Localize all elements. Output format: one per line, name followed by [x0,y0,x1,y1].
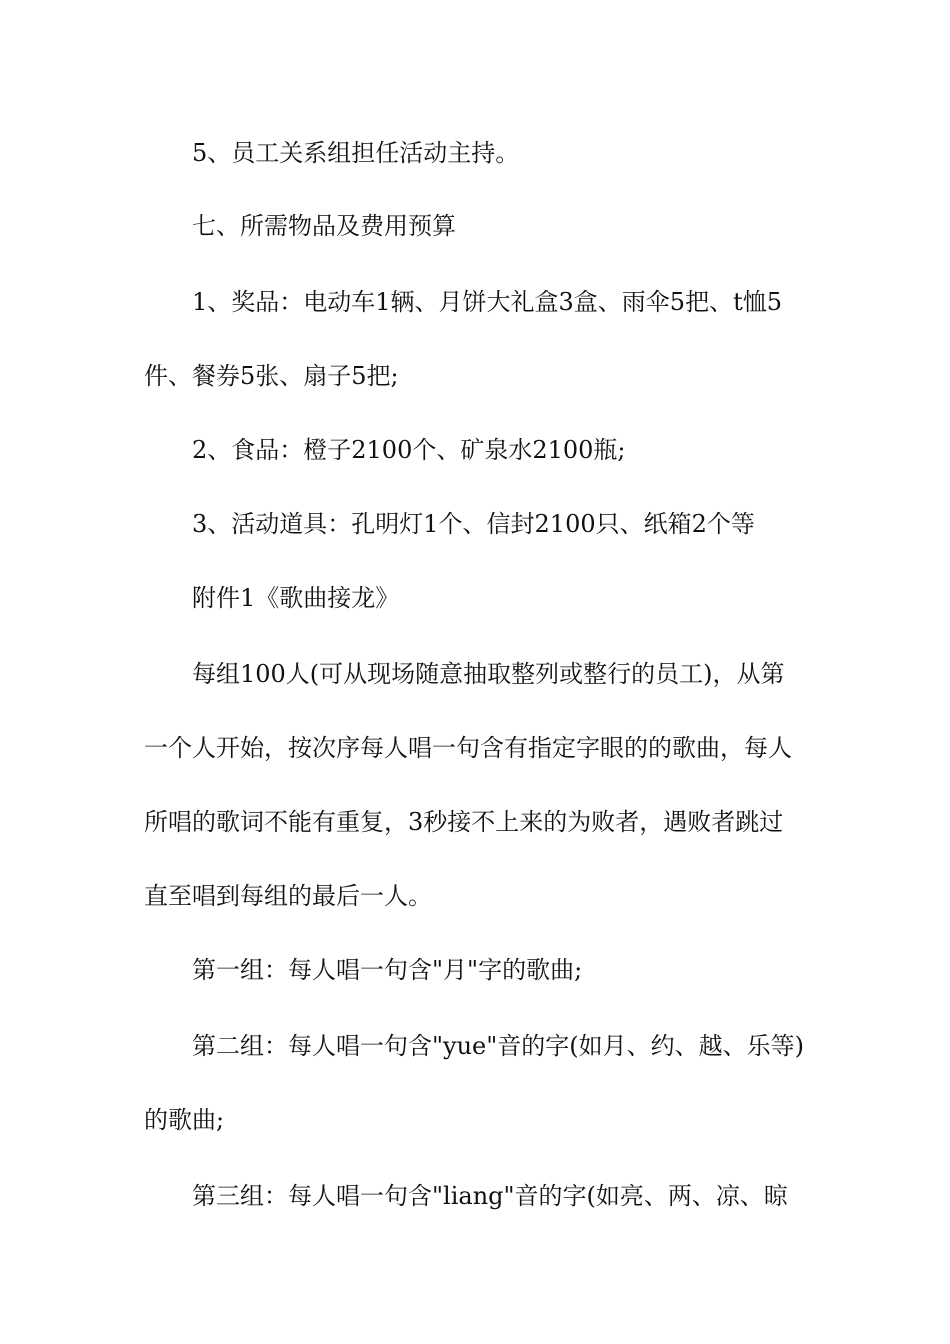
item-prizes-continued: 件、餐券5张、扇子5把; [144,362,399,390]
group-three-rule: 第三组：每人唱一句含"liang"音的字(如亮、两、凉、晾 [192,1182,788,1210]
paragraph-rules-line-4: 直至唱到每组的最后一人。 [144,882,432,910]
paragraph-rules-line-3: 所唱的歌词不能有重复，3秒接不上来的为败者，遇败者跳过 [144,808,784,836]
item-host-responsibility: 5、员工关系组担任活动主持。 [192,139,520,167]
paragraph-rules-line-2: 一个人开始，按次序每人唱一句含有指定字眼的的歌曲，每人 [144,734,792,762]
appendix-title: 附件1《歌曲接龙》 [192,584,400,612]
group-two-rule: 第二组：每人唱一句含"yue"音的字(如月、约、越、乐等) [192,1032,805,1060]
item-props: 3、活动道具：孔明灯1个、信封2100只、纸箱2个等 [192,510,755,538]
group-two-rule-continued: 的歌曲; [144,1106,225,1134]
group-one-rule: 第一组：每人唱一句含"月"字的歌曲; [192,956,583,984]
section-heading-supplies-budget: 七、所需物品及费用预算 [192,212,456,240]
item-prizes: 1、奖品：电动车1辆、月饼大礼盒3盒、雨伞5把、t恤5 [192,288,782,316]
paragraph-rules-line-1: 每组100人(可从现场随意抽取整列或整行的员工)，从第 [192,660,785,688]
item-food: 2、食品：橙子2100个、矿泉水2100瓶; [192,436,626,464]
